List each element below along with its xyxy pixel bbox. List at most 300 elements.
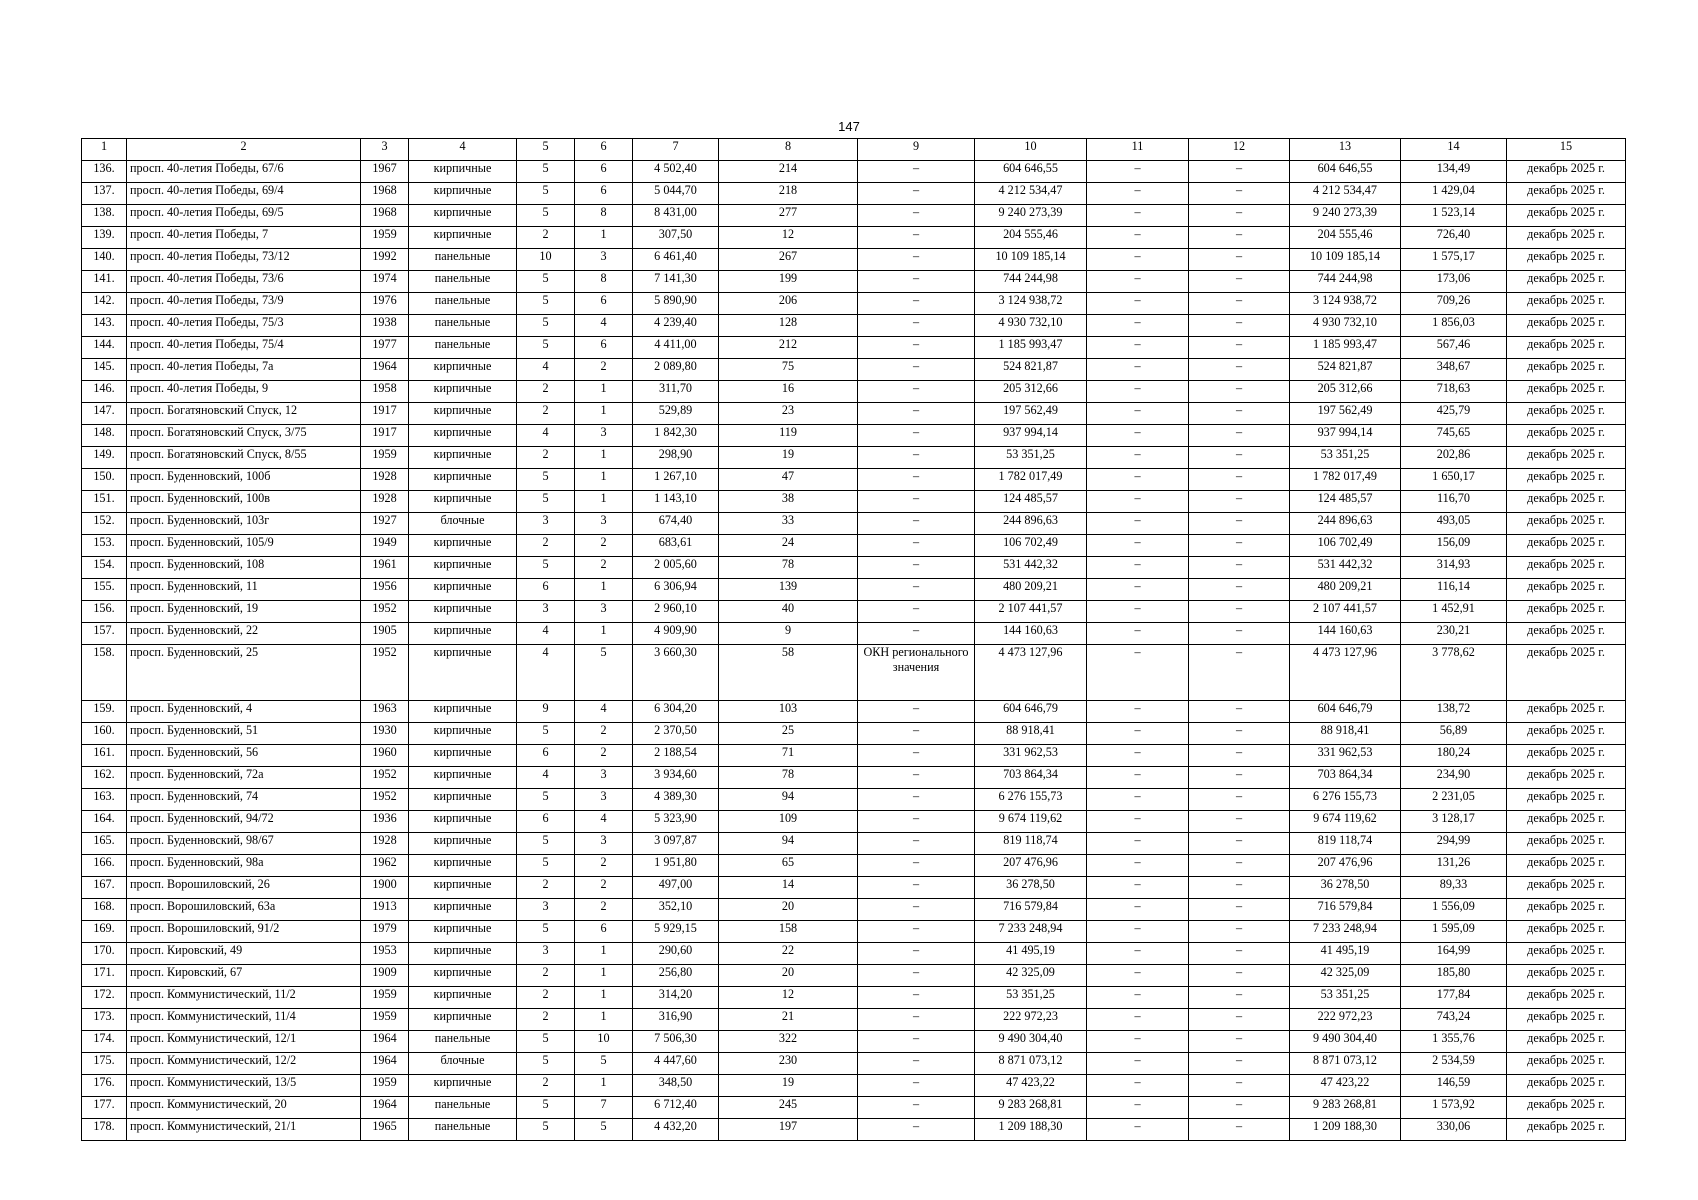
table-cell-col-15: декабрь 2025 г. [1507, 513, 1626, 535]
table-cell-col-3: 1928 [361, 491, 409, 513]
table-cell-col-5: 5 [517, 921, 575, 943]
table-cell-col-4: кирпичные [409, 403, 517, 425]
table-cell-col-1: 169. [82, 921, 127, 943]
table-cell-col-14: 156,09 [1401, 535, 1507, 557]
table-cell-col-7: 674,40 [633, 513, 719, 535]
table-cell-col-12: – [1189, 943, 1290, 965]
table-cell-col-2: просп. Буденновский, 94/72 [127, 811, 361, 833]
table-row [82, 943, 1626, 965]
table-cell-col-10: 9 283 268,81 [975, 1097, 1087, 1119]
table-cell-col-10: 8 871 073,12 [975, 1053, 1087, 1075]
table-cell-col-13: 124 485,57 [1290, 491, 1401, 513]
table-cell-col-3: 1938 [361, 315, 409, 337]
table-row [82, 601, 1626, 623]
table-cell-col-4: блочные [409, 513, 517, 535]
table-cell-col-6: 2 [575, 557, 633, 579]
table-cell-col-2: просп. 40-летия Победы, 69/5 [127, 205, 361, 227]
table-cell-col-4: кирпичные [409, 987, 517, 1009]
table-cell-col-8: 12 [719, 987, 858, 1009]
table-cell-col-3: 1960 [361, 745, 409, 767]
table-cell-col-14: 234,90 [1401, 767, 1507, 789]
column-number-12: 12 [1189, 139, 1290, 161]
table-row [82, 337, 1626, 359]
table-cell-col-2: просп. 40-летия Победы, 73/9 [127, 293, 361, 315]
table-cell-col-10: 1 185 993,47 [975, 337, 1087, 359]
table-cell-col-2: просп. 40-летия Победы, 7а [127, 359, 361, 381]
table-cell-col-11: – [1087, 227, 1189, 249]
table-cell-col-13: 480 209,21 [1290, 579, 1401, 601]
table-cell-col-6: 1 [575, 1009, 633, 1031]
table-cell-col-14: 743,24 [1401, 1009, 1507, 1031]
table-cell-col-8: 199 [719, 271, 858, 293]
table-cell-col-11: – [1087, 1009, 1189, 1031]
table-cell-col-7: 316,90 [633, 1009, 719, 1031]
table-cell-col-9: – [858, 425, 975, 447]
table-cell-col-1: 142. [82, 293, 127, 315]
table-cell-col-7: 348,50 [633, 1075, 719, 1097]
table-cell-col-14: 173,06 [1401, 271, 1507, 293]
table-cell-col-14: 567,46 [1401, 337, 1507, 359]
table-cell-col-6: 1 [575, 579, 633, 601]
table-cell-col-3: 1979 [361, 921, 409, 943]
table-cell-col-4: панельные [409, 1031, 517, 1053]
table-cell-col-2: просп. 40-летия Победы, 73/6 [127, 271, 361, 293]
table-cell-col-11: – [1087, 469, 1189, 491]
column-number-15: 15 [1507, 139, 1626, 161]
table-cell-col-8: 103 [719, 701, 858, 723]
table-cell-col-12: – [1189, 833, 1290, 855]
table-cell-col-10: 88 918,41 [975, 723, 1087, 745]
table-cell-col-10: 531 442,32 [975, 557, 1087, 579]
table-cell-col-10: 36 278,50 [975, 877, 1087, 899]
table-cell-col-6: 8 [575, 271, 633, 293]
table-cell-col-13: 1 782 017,49 [1290, 469, 1401, 491]
table-cell-col-14: 745,65 [1401, 425, 1507, 447]
table-cell-col-3: 1959 [361, 227, 409, 249]
table-row [82, 1031, 1626, 1053]
table-cell-col-9: – [858, 535, 975, 557]
table-cell-col-13: 4 212 534,47 [1290, 183, 1401, 205]
table-cell-col-15: декабрь 2025 г. [1507, 579, 1626, 601]
table-cell-col-12: – [1189, 1031, 1290, 1053]
table-cell-col-3: 1964 [361, 359, 409, 381]
table-cell-col-5: 5 [517, 271, 575, 293]
table-cell-col-15: декабрь 2025 г. [1507, 1119, 1626, 1141]
table-cell-col-1: 160. [82, 723, 127, 745]
table-cell-col-1: 153. [82, 535, 127, 557]
table-cell-col-10: 144 160,63 [975, 623, 1087, 645]
table-cell-col-1: 178. [82, 1119, 127, 1141]
table-cell-col-12: – [1189, 1053, 1290, 1075]
table-cell-col-11: – [1087, 491, 1189, 513]
table-cell-col-3: 1936 [361, 811, 409, 833]
table-cell-col-7: 683,61 [633, 535, 719, 557]
table-cell-col-1: 138. [82, 205, 127, 227]
table-cell-col-5: 6 [517, 745, 575, 767]
table-cell-col-15: декабрь 2025 г. [1507, 877, 1626, 899]
table-cell-col-2: просп. Кировский, 67 [127, 965, 361, 987]
table-cell-col-15: декабрь 2025 г. [1507, 943, 1626, 965]
table-cell-col-1: 166. [82, 855, 127, 877]
table-cell-col-8: 214 [719, 161, 858, 183]
table-cell-col-15: декабрь 2025 г. [1507, 965, 1626, 987]
table-cell-col-4: кирпичные [409, 943, 517, 965]
table-row [82, 767, 1626, 789]
table-cell-col-13: 716 579,84 [1290, 899, 1401, 921]
table-row [82, 645, 1626, 701]
table-row [82, 789, 1626, 811]
table-cell-col-9: – [858, 899, 975, 921]
table-cell-col-13: 531 442,32 [1290, 557, 1401, 579]
table-cell-col-9: – [858, 183, 975, 205]
table-cell-col-5: 5 [517, 789, 575, 811]
table-cell-col-2: просп. Буденновский, 74 [127, 789, 361, 811]
table-cell-col-8: 40 [719, 601, 858, 623]
table-cell-col-9: – [858, 987, 975, 1009]
table-row [82, 1075, 1626, 1097]
table-cell-col-3: 1917 [361, 425, 409, 447]
table-cell-col-9: – [858, 205, 975, 227]
table-cell-col-11: – [1087, 161, 1189, 183]
table-cell-col-7: 4 239,40 [633, 315, 719, 337]
table-cell-col-13: 7 233 248,94 [1290, 921, 1401, 943]
table-cell-col-3: 1949 [361, 535, 409, 557]
table-row [82, 965, 1626, 987]
table-cell-col-10: 524 821,87 [975, 359, 1087, 381]
table-cell-col-2: просп. 40-летия Победы, 75/4 [127, 337, 361, 359]
table-cell-col-2: просп. Буденновский, 51 [127, 723, 361, 745]
table-cell-col-9: ОКН регионального значения [858, 645, 975, 701]
table-cell-col-12: – [1189, 789, 1290, 811]
table-cell-col-5: 5 [517, 1119, 575, 1141]
table-cell-col-1: 150. [82, 469, 127, 491]
table-cell-col-13: 204 555,46 [1290, 227, 1401, 249]
table-row [82, 557, 1626, 579]
table-cell-col-15: декабрь 2025 г. [1507, 535, 1626, 557]
table-cell-col-1: 170. [82, 943, 127, 965]
table-cell-col-2: просп. Ворошиловский, 63а [127, 899, 361, 921]
table-cell-col-7: 7 141,30 [633, 271, 719, 293]
table-cell-col-7: 2 370,50 [633, 723, 719, 745]
table-cell-col-8: 21 [719, 1009, 858, 1031]
table-cell-col-9: – [858, 491, 975, 513]
table-cell-col-11: – [1087, 1075, 1189, 1097]
table-cell-col-3: 1964 [361, 1053, 409, 1075]
table-cell-col-11: – [1087, 833, 1189, 855]
table-cell-col-4: кирпичные [409, 921, 517, 943]
table-cell-col-11: – [1087, 315, 1189, 337]
table-cell-col-4: кирпичные [409, 833, 517, 855]
table-cell-col-6: 3 [575, 601, 633, 623]
table-cell-col-15: декабрь 2025 г. [1507, 1053, 1626, 1075]
table-cell-col-11: – [1087, 513, 1189, 535]
table-cell-col-13: 144 160,63 [1290, 623, 1401, 645]
table-cell-col-7: 5 929,15 [633, 921, 719, 943]
table-cell-col-12: – [1189, 425, 1290, 447]
table-cell-col-14: 330,06 [1401, 1119, 1507, 1141]
table-cell-col-14: 726,40 [1401, 227, 1507, 249]
table-row [82, 227, 1626, 249]
table-cell-col-1: 165. [82, 833, 127, 855]
table-cell-col-6: 6 [575, 293, 633, 315]
table-cell-col-8: 94 [719, 789, 858, 811]
table-cell-col-14: 138,72 [1401, 701, 1507, 723]
table-cell-col-5: 2 [517, 535, 575, 557]
table-cell-col-10: 9 490 304,40 [975, 1031, 1087, 1053]
table-cell-col-15: декабрь 2025 г. [1507, 293, 1626, 315]
table-cell-col-7: 1 267,10 [633, 469, 719, 491]
column-number-4: 4 [409, 139, 517, 161]
table-cell-col-12: – [1189, 535, 1290, 557]
table-cell-col-1: 157. [82, 623, 127, 645]
table-cell-col-8: 9 [719, 623, 858, 645]
table-cell-col-11: – [1087, 293, 1189, 315]
table-cell-col-4: кирпичные [409, 1075, 517, 1097]
table-cell-col-11: – [1087, 1031, 1189, 1053]
table-cell-col-15: декабрь 2025 г. [1507, 899, 1626, 921]
table-cell-col-14: 131,26 [1401, 855, 1507, 877]
table-cell-col-4: кирпичные [409, 623, 517, 645]
table-cell-col-15: декабрь 2025 г. [1507, 987, 1626, 1009]
table-row [82, 1119, 1626, 1141]
table-cell-col-15: декабрь 2025 г. [1507, 745, 1626, 767]
table-cell-col-4: кирпичные [409, 767, 517, 789]
table-cell-col-10: 1 209 188,30 [975, 1119, 1087, 1141]
table-cell-col-13: 9 490 304,40 [1290, 1031, 1401, 1053]
table-cell-col-12: – [1189, 1009, 1290, 1031]
table-cell-col-13: 604 646,79 [1290, 701, 1401, 723]
table-cell-col-4: кирпичные [409, 965, 517, 987]
table-cell-col-12: – [1189, 359, 1290, 381]
table-cell-col-4: панельные [409, 1119, 517, 1141]
table-row [82, 359, 1626, 381]
table-cell-col-7: 4 389,30 [633, 789, 719, 811]
table-cell-col-2: просп. Буденновский, 72а [127, 767, 361, 789]
table-cell-col-6: 3 [575, 249, 633, 271]
table-cell-col-12: – [1189, 745, 1290, 767]
table-cell-col-8: 16 [719, 381, 858, 403]
table-cell-col-2: просп. Ворошиловский, 26 [127, 877, 361, 899]
table-cell-col-9: – [858, 623, 975, 645]
table-cell-col-15: декабрь 2025 г. [1507, 789, 1626, 811]
table-row [82, 469, 1626, 491]
table-cell-col-13: 9 674 119,62 [1290, 811, 1401, 833]
table-row [82, 381, 1626, 403]
table-cell-col-11: – [1087, 645, 1189, 701]
table-cell-col-13: 8 871 073,12 [1290, 1053, 1401, 1075]
table-cell-col-12: – [1189, 249, 1290, 271]
table-cell-col-15: декабрь 2025 г. [1507, 271, 1626, 293]
table-cell-col-10: 9 240 273,39 [975, 205, 1087, 227]
table-cell-col-11: – [1087, 899, 1189, 921]
table-cell-col-1: 152. [82, 513, 127, 535]
table-cell-col-8: 139 [719, 579, 858, 601]
table-cell-col-6: 1 [575, 965, 633, 987]
table-cell-col-5: 5 [517, 337, 575, 359]
table-cell-col-8: 245 [719, 1097, 858, 1119]
table-cell-col-9: – [858, 767, 975, 789]
table-cell-col-3: 1917 [361, 403, 409, 425]
table-cell-col-4: блочные [409, 1053, 517, 1075]
table-cell-col-7: 4 432,20 [633, 1119, 719, 1141]
table-cell-col-13: 331 962,53 [1290, 745, 1401, 767]
table-cell-col-8: 94 [719, 833, 858, 855]
table-cell-col-3: 1958 [361, 381, 409, 403]
table-cell-col-5: 5 [517, 205, 575, 227]
table-cell-col-6: 5 [575, 645, 633, 701]
table-cell-col-10: 4 930 732,10 [975, 315, 1087, 337]
table-cell-col-15: декабрь 2025 г. [1507, 469, 1626, 491]
table-cell-col-6: 3 [575, 767, 633, 789]
table-cell-col-7: 6 306,94 [633, 579, 719, 601]
table-cell-col-4: кирпичные [409, 601, 517, 623]
table-cell-col-11: – [1087, 183, 1189, 205]
table-cell-col-8: 322 [719, 1031, 858, 1053]
table-cell-col-10: 937 994,14 [975, 425, 1087, 447]
table-cell-col-11: – [1087, 623, 1189, 645]
table-cell-col-1: 136. [82, 161, 127, 183]
table-cell-col-9: – [858, 701, 975, 723]
table-cell-col-15: декабрь 2025 г. [1507, 601, 1626, 623]
table-cell-col-2: просп. Богатяновский Спуск, 12 [127, 403, 361, 425]
table-cell-col-6: 5 [575, 1119, 633, 1141]
table-cell-col-4: панельные [409, 293, 517, 315]
table-cell-col-12: – [1189, 811, 1290, 833]
table-cell-col-15: декабрь 2025 г. [1507, 557, 1626, 579]
table-cell-col-4: кирпичные [409, 381, 517, 403]
table-row [82, 701, 1626, 723]
table-cell-col-11: – [1087, 855, 1189, 877]
table-cell-col-13: 744 244,98 [1290, 271, 1401, 293]
table-cell-col-5: 4 [517, 767, 575, 789]
table-cell-col-13: 222 972,23 [1290, 1009, 1401, 1031]
table-cell-col-11: – [1087, 557, 1189, 579]
table-cell-col-3: 1976 [361, 293, 409, 315]
table-cell-col-9: – [858, 337, 975, 359]
column-number-9: 9 [858, 139, 975, 161]
table-cell-col-10: 7 233 248,94 [975, 921, 1087, 943]
table-row [82, 877, 1626, 899]
table-cell-col-14: 185,80 [1401, 965, 1507, 987]
table-row [82, 447, 1626, 469]
table-cell-col-9: – [858, 293, 975, 315]
table-cell-col-14: 134,49 [1401, 161, 1507, 183]
table-cell-col-1: 140. [82, 249, 127, 271]
table-cell-col-9: – [858, 1053, 975, 1075]
table-cell-col-3: 1968 [361, 183, 409, 205]
table-cell-col-6: 4 [575, 315, 633, 337]
table-cell-col-4: кирпичные [409, 227, 517, 249]
table-cell-col-6: 6 [575, 337, 633, 359]
table-cell-col-11: – [1087, 943, 1189, 965]
table-cell-col-13: 1 185 993,47 [1290, 337, 1401, 359]
table-cell-col-2: просп. Буденновский, 56 [127, 745, 361, 767]
column-number-8: 8 [719, 139, 858, 161]
table-cell-col-5: 6 [517, 579, 575, 601]
table-cell-col-8: 218 [719, 183, 858, 205]
table-cell-col-11: – [1087, 403, 1189, 425]
table-cell-col-6: 1 [575, 381, 633, 403]
table-cell-col-9: – [858, 579, 975, 601]
table-cell-col-5: 2 [517, 965, 575, 987]
table-cell-col-11: – [1087, 249, 1189, 271]
table-cell-col-1: 161. [82, 745, 127, 767]
table-cell-col-3: 1964 [361, 1031, 409, 1053]
table-cell-col-11: – [1087, 1097, 1189, 1119]
table-row [82, 579, 1626, 601]
table-cell-col-12: – [1189, 1075, 1290, 1097]
table-cell-col-6: 2 [575, 855, 633, 877]
table-cell-col-13: 88 918,41 [1290, 723, 1401, 745]
table-cell-col-15: декабрь 2025 г. [1507, 403, 1626, 425]
table-cell-col-8: 22 [719, 943, 858, 965]
table-cell-col-9: – [858, 1031, 975, 1053]
table-row [82, 293, 1626, 315]
table-cell-col-9: – [858, 601, 975, 623]
table-cell-col-11: – [1087, 811, 1189, 833]
table-cell-col-11: – [1087, 271, 1189, 293]
table-cell-col-3: 1959 [361, 447, 409, 469]
table-cell-col-14: 202,86 [1401, 447, 1507, 469]
table-cell-col-8: 19 [719, 1075, 858, 1097]
table-cell-col-8: 109 [719, 811, 858, 833]
table-cell-col-5: 2 [517, 447, 575, 469]
table-cell-col-9: – [858, 227, 975, 249]
table-cell-col-14: 1 650,17 [1401, 469, 1507, 491]
table-cell-col-8: 158 [719, 921, 858, 943]
table-cell-col-5: 5 [517, 161, 575, 183]
table-cell-col-5: 5 [517, 1031, 575, 1053]
table-cell-col-3: 1905 [361, 623, 409, 645]
table-cell-col-1: 147. [82, 403, 127, 425]
table-row [82, 491, 1626, 513]
table-cell-col-2: просп. Коммунистический, 11/2 [127, 987, 361, 1009]
table-cell-col-11: – [1087, 789, 1189, 811]
table-cell-col-2: просп. 40-летия Победы, 67/6 [127, 161, 361, 183]
table-cell-col-10: 42 325,09 [975, 965, 1087, 987]
table-cell-col-9: – [858, 161, 975, 183]
table-cell-col-13: 53 351,25 [1290, 447, 1401, 469]
table-cell-col-10: 124 485,57 [975, 491, 1087, 513]
table-cell-col-8: 20 [719, 899, 858, 921]
table-cell-col-9: – [858, 877, 975, 899]
table-cell-col-14: 1 856,03 [1401, 315, 1507, 337]
table-cell-col-14: 1 355,76 [1401, 1031, 1507, 1053]
table-cell-col-14: 718,63 [1401, 381, 1507, 403]
table-cell-col-4: кирпичные [409, 183, 517, 205]
table-cell-col-7: 7 506,30 [633, 1031, 719, 1053]
table-row [82, 205, 1626, 227]
table-cell-col-10: 244 896,63 [975, 513, 1087, 535]
table-cell-col-8: 33 [719, 513, 858, 535]
table-cell-col-5: 5 [517, 1053, 575, 1075]
table-cell-col-6: 3 [575, 513, 633, 535]
table-cell-col-4: кирпичные [409, 723, 517, 745]
table-cell-col-1: 174. [82, 1031, 127, 1053]
table-row [82, 899, 1626, 921]
table-cell-col-5: 3 [517, 899, 575, 921]
table-cell-col-2: просп. 40-летия Победы, 9 [127, 381, 361, 403]
table-cell-col-13: 4 930 732,10 [1290, 315, 1401, 337]
table-cell-col-13: 937 994,14 [1290, 425, 1401, 447]
table-cell-col-7: 4 502,40 [633, 161, 719, 183]
table-cell-col-12: – [1189, 855, 1290, 877]
table-cell-col-10: 106 702,49 [975, 535, 1087, 557]
table-cell-col-3: 1992 [361, 249, 409, 271]
table-cell-col-10: 205 312,66 [975, 381, 1087, 403]
table-cell-col-7: 2 188,54 [633, 745, 719, 767]
table-cell-col-14: 1 452,91 [1401, 601, 1507, 623]
